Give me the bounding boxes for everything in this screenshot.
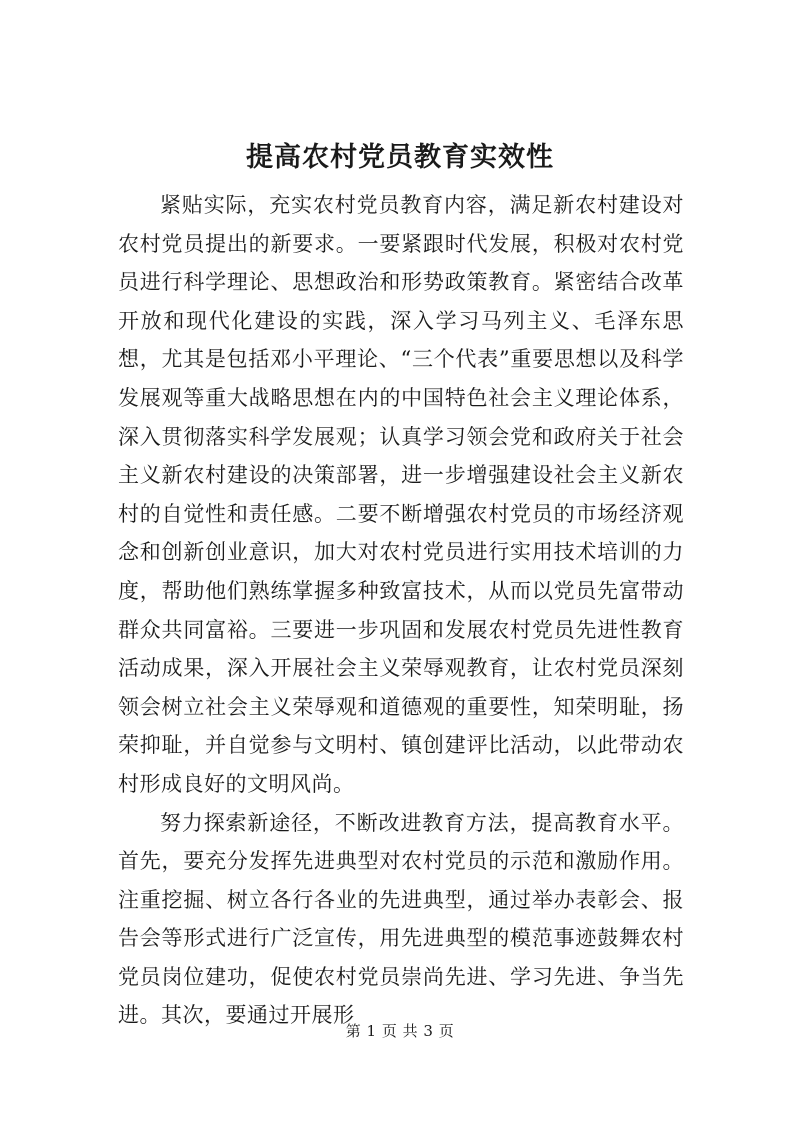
document-body xyxy=(118,186,684,1035)
document-title: 提高农村党员教育实效性 xyxy=(246,142,554,173)
paragraph: 努力探索新途径，不断改进教育方法，提高教育水平。首先，要充分发挥先进典型对农村党员的示范和激励作用。注重挖掘、树立各行各业的先进典型，通过举办表彰会、报告会等形式进行广泛宣传，用先进典型的模范事迹鼓舞农村党员岗位建功，促使农村党员崇尚先进、学习先进、争当先进。其次，要通过开展形 xyxy=(118,810,684,1028)
paragraph: 紧贴实际，充实农村党员教育内容，满足新农村建设对农村党员提出的新要求。一要紧跟时代发展，积极对农村党员进行科学理论、思想政治和形势政策教育。紧密结合改革开放和现代化建设的实践，深入学习马列主义、毛泽东思想，尤其是包括邓小平理论、“三个代表”重要思想以及科学发展观等重大战略思想在内的中国特色社会主义理论体系，深入贯彻落实科学发展观；认真学习领会党和政府关于社会主义新农村建设的决策部署，进一步增强建设社会主义新农村的自觉性和责任感。二要不断增强农村党员的市场经济观念和创新创业意识，加大对农村党员进行实用技术培训的力度，帮助他们熟练掌握多种致富技术，从而以党员先富带动群众共同富裕。三要进一步巩固和发展农村党员先进性教育活动成果，深入开展社会主义荣辱观教育，让农村党员深刻领会树立社会主义荣辱观和道德观的重要性，知荣明耻，扬荣抑耻，并自觉参与文明村、镇创建评比活动，以此带动农村形成良好的文明风尚。 xyxy=(118,193,684,796)
page-footer: 第 1 页 共 3 页 xyxy=(345,1022,455,1040)
